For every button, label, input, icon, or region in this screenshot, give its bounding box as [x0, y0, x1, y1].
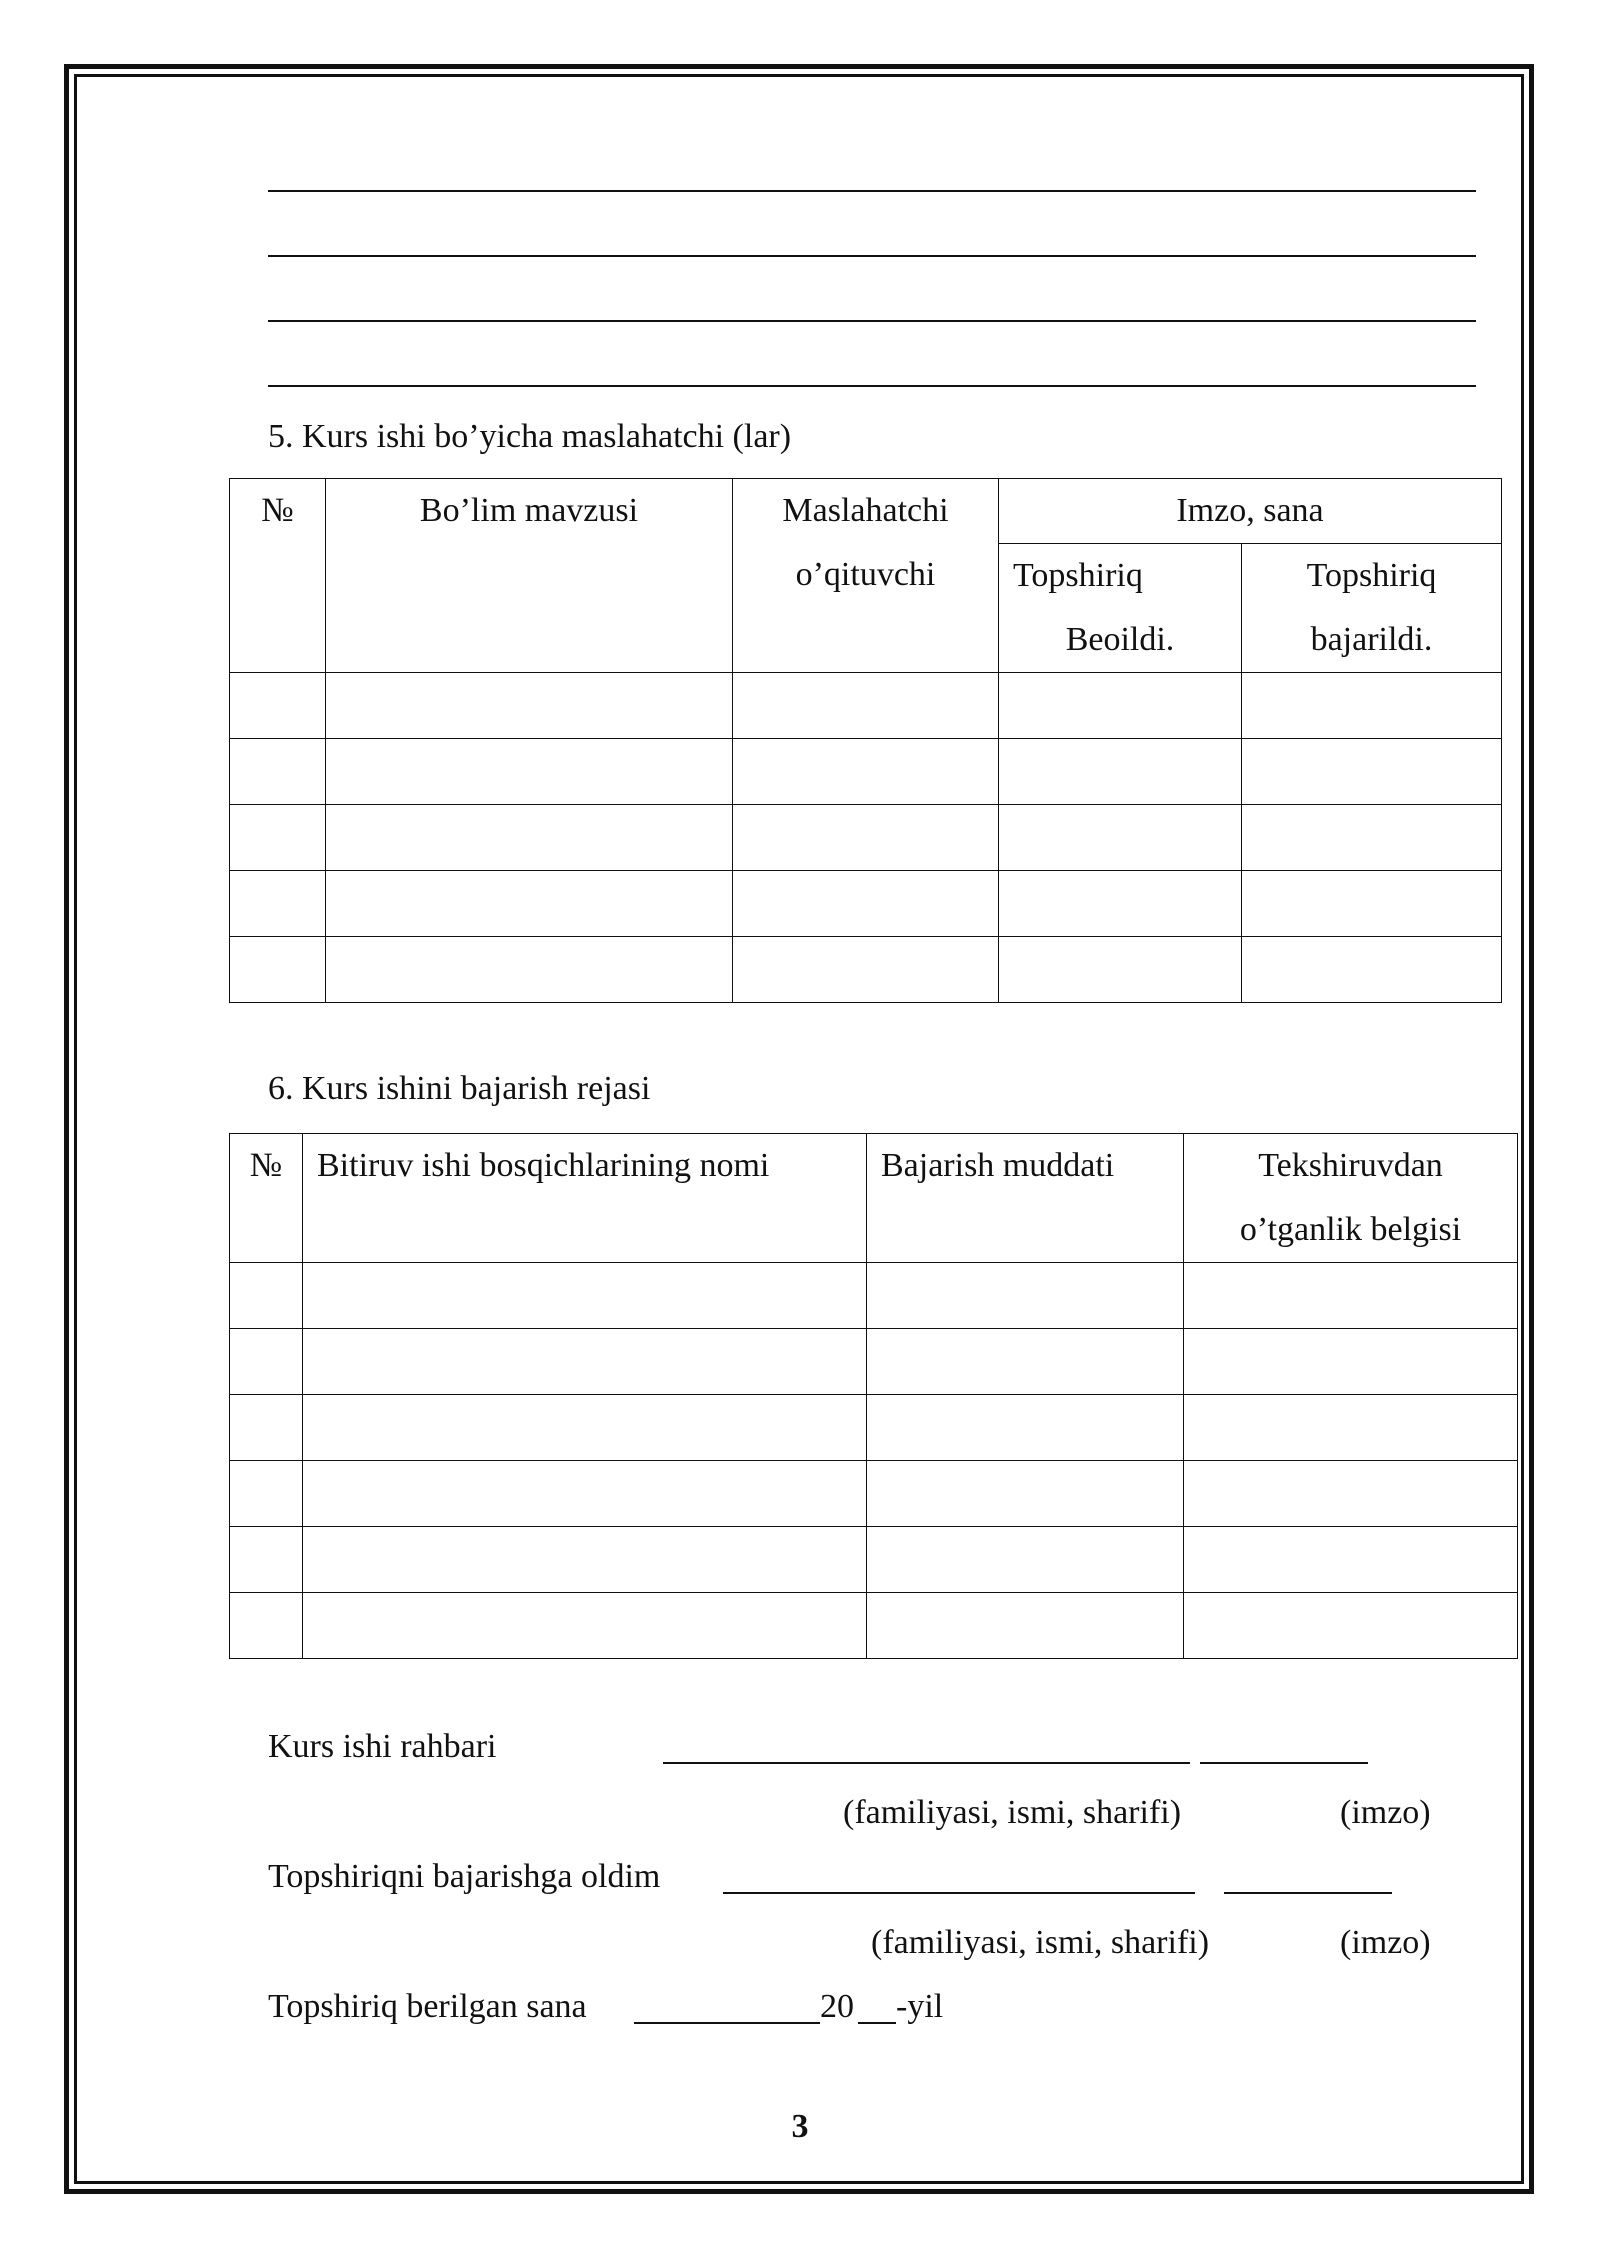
table-cell[interactable] — [1184, 1329, 1518, 1395]
table-cell[interactable] — [733, 739, 999, 805]
col-header-task-done-line1: Topshiriq — [1306, 557, 1437, 594]
table-cell[interactable] — [867, 1593, 1184, 1659]
table-cell[interactable] — [1242, 871, 1502, 937]
supervisor-label: Kurs ishi rahbari — [268, 1728, 497, 1765]
table-cell[interactable] — [230, 871, 326, 937]
section6-title: 6. Kurs ishini bajarish rejasi — [268, 1070, 651, 1107]
supervisor-sign-caption: (imzo) — [1340, 1794, 1431, 1831]
table-cell[interactable] — [1184, 1263, 1518, 1329]
table-cell[interactable] — [326, 805, 733, 871]
table-cell[interactable] — [230, 1527, 303, 1593]
blank-line[interactable] — [268, 190, 1476, 192]
table-row — [230, 1461, 1518, 1527]
table-row — [230, 805, 1502, 871]
table-cell[interactable] — [326, 937, 733, 1003]
table-cell[interactable] — [230, 937, 326, 1003]
table-cell[interactable] — [230, 1263, 303, 1329]
student-name-caption: (familiyasi, ismi, sharifi) — [871, 1924, 1210, 1961]
table-cell[interactable] — [867, 1527, 1184, 1593]
date-year-prefix: 20 — [820, 1988, 854, 2025]
col-header-consultant-line1: Maslahatchi — [782, 492, 949, 529]
table-cell[interactable] — [1242, 937, 1502, 1003]
table-cell[interactable] — [303, 1395, 867, 1461]
date-day-month-blank[interactable] — [634, 2022, 820, 2024]
table-cell[interactable] — [326, 739, 733, 805]
table-cell[interactable] — [230, 1329, 303, 1395]
col-header-consultant — [733, 479, 999, 673]
table-cell[interactable] — [867, 1263, 1184, 1329]
table-cell[interactable] — [999, 739, 1242, 805]
col-header-sign-date: Imzo, sana — [999, 479, 1502, 544]
table-cell[interactable] — [733, 937, 999, 1003]
plan-table — [229, 1133, 1518, 1659]
student-name-blank[interactable] — [723, 1892, 1195, 1894]
supervisor-sign-blank[interactable] — [1200, 1762, 1368, 1764]
blank-line[interactable] — [268, 255, 1476, 257]
table-cell[interactable] — [999, 673, 1242, 739]
col-header-task-given-line2: Beoildi. — [1065, 621, 1175, 658]
table-cell[interactable] — [303, 1527, 867, 1593]
table-cell[interactable] — [230, 1593, 303, 1659]
table-cell[interactable] — [230, 1461, 303, 1527]
table-cell[interactable] — [1184, 1461, 1518, 1527]
blank-line[interactable] — [268, 385, 1476, 387]
col-header-topic: Bo’lim mavzusi — [326, 479, 733, 673]
col-header-deadline: Bajarish muddati — [867, 1134, 1184, 1263]
page-number: 3 — [791, 2108, 809, 2145]
student-sign-caption: (imzo) — [1340, 1924, 1431, 1961]
table-row — [230, 871, 1502, 937]
table-cell[interactable] — [999, 871, 1242, 937]
date-year-suffix: -yil — [896, 1988, 944, 2025]
table-row — [230, 1395, 1518, 1461]
col-header-num: № — [230, 1134, 303, 1263]
col-header-consultant-line2: o’qituvchi — [795, 556, 936, 593]
supervisor-name-blank[interactable] — [663, 1762, 1190, 1764]
table-cell[interactable] — [303, 1593, 867, 1659]
table-cell[interactable] — [733, 871, 999, 937]
table-row — [230, 739, 1502, 805]
table-cell[interactable] — [230, 739, 326, 805]
table-row — [230, 1329, 1518, 1395]
table-cell[interactable] — [326, 871, 733, 937]
table-cell[interactable] — [867, 1461, 1184, 1527]
table-cell[interactable] — [867, 1395, 1184, 1461]
consultants-table — [229, 478, 1502, 1003]
col-header-task-done — [1242, 544, 1502, 673]
table-cell[interactable] — [867, 1329, 1184, 1395]
table-cell[interactable] — [999, 805, 1242, 871]
table-cell[interactable] — [1184, 1527, 1518, 1593]
student-sign-blank[interactable] — [1224, 1892, 1392, 1894]
col-header-check-line1: Tekshiruvdan — [1258, 1147, 1443, 1184]
table-cell[interactable] — [1184, 1593, 1518, 1659]
table-row — [230, 1527, 1518, 1593]
table-cell[interactable] — [303, 1263, 867, 1329]
table-cell[interactable] — [733, 673, 999, 739]
table-cell[interactable] — [1242, 739, 1502, 805]
col-header-task-given — [999, 544, 1242, 673]
table-cell[interactable] — [230, 1395, 303, 1461]
table-row — [230, 1263, 1518, 1329]
col-header-check — [1184, 1134, 1518, 1263]
table-cell[interactable] — [303, 1329, 867, 1395]
section5-title: 5. Kurs ishi bo’yicha maslahatchi (lar) — [268, 418, 792, 455]
table-cell[interactable] — [326, 673, 733, 739]
date-label: Topshiriq berilgan sana — [268, 1988, 587, 2025]
col-header-stages: Bitiruv ishi bosqichlarining nomi — [303, 1134, 867, 1263]
table-cell[interactable] — [1242, 673, 1502, 739]
table-row — [230, 937, 1502, 1003]
table-row — [230, 1593, 1518, 1659]
col-header-check-line2: o’tganlik belgisi — [1239, 1211, 1462, 1248]
blank-line[interactable] — [268, 320, 1476, 322]
col-header-task-done-line2: bajarildi. — [1310, 621, 1433, 658]
table-cell[interactable] — [1242, 805, 1502, 871]
table-cell[interactable] — [1184, 1395, 1518, 1461]
table-cell[interactable] — [303, 1461, 867, 1527]
date-year-blank[interactable] — [858, 2022, 896, 2024]
table-cell[interactable] — [230, 805, 326, 871]
table-row — [230, 673, 1502, 739]
table-cell[interactable] — [230, 673, 326, 739]
col-header-task-given-line1: Topshiriq — [1013, 557, 1143, 594]
table-cell[interactable] — [733, 805, 999, 871]
col-header-num: № — [230, 479, 326, 673]
accepted-label: Topshiriqni bajarishga oldim — [268, 1858, 661, 1895]
table-cell[interactable] — [999, 937, 1242, 1003]
supervisor-name-caption: (familiyasi, ismi, sharifi) — [843, 1794, 1182, 1831]
